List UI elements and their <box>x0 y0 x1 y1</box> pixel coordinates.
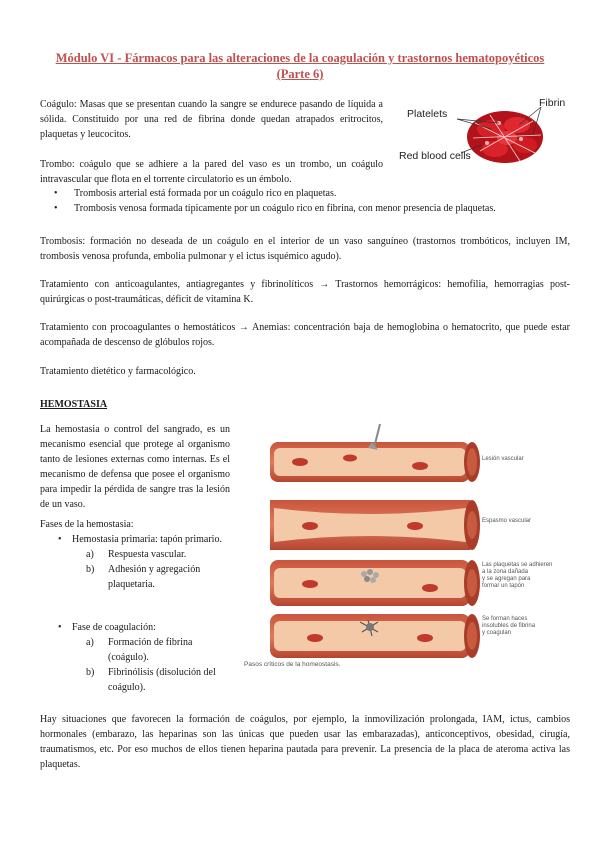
rbc-label: Red blood cells <box>399 150 471 162</box>
trombosis-paragraph: Trombosis: formación no deseada de un coágulo en el interior de un vaso sanguíneo (trastornos trombóticos, incluyen IM, trombosis venosa profunda, embolia pulmonar y el ictus isquémico agudo). <box>40 236 570 262</box>
step-label-1: Lesión vascular <box>482 456 524 462</box>
vessel-step-2 <box>270 500 531 550</box>
vessel-step-4 <box>270 614 537 658</box>
fase-primaria-list <box>72 547 230 592</box>
tratamiento-dietetico: Tratamiento dietético y farmacológico. <box>40 366 196 377</box>
bullet: • <box>54 203 58 214</box>
clot-illustration <box>395 93 575 173</box>
vessel-step-3 <box>270 560 554 606</box>
step-label-3: Las plaquetas se adhieren a la zona dañada y se agregan para formar un tapón <box>482 562 553 589</box>
hemostasis-figure <box>240 422 565 672</box>
list-item: • Trombosis venosa formada típicamente por un coágulo rico en fibrina, con menor presencia de plaquetas. <box>54 203 496 214</box>
closing-paragraph: Hay situaciones que favorecen la formación de coágulos, por ejemplo, la inmovilización prolongada, IAM, ictus, cambios hormonales (embarazo, las heparinas son las únicas que pueden usar las embarazadas), anticonceptivos, obesidad, cirugía, traumatismos, etc. Por eso muchos de ellos tienen heparina pautada para prevenir. La presencia de la placa de ateroma activa las plaquetas. <box>40 714 570 770</box>
trombo-paragraph: Trombo: coágulo que se adhiere a la pared del vaso es un trombo, un coágulo intravascular que flota en el torrente circulatorio es un émbolo. <box>40 159 383 185</box>
trombo-list <box>54 186 564 216</box>
list-item: • Trombosis arterial está formada por un coágulo rico en plaquetas. <box>54 188 337 199</box>
coagulo-paragraph: Coágulo: Masas que se presentan cuando la sangre se endurece pasando de líquida a sólida. Constituido por una red de fibrina donde quedan atrapados eritrocitos, plaquetas y leucocitos. <box>40 99 383 140</box>
fase-coagulacion-list <box>72 635 230 695</box>
step-label-4: Se forman haces insolubles de fibrina y coagulan <box>482 616 536 636</box>
bullet: • <box>58 534 62 545</box>
hemostasia-paragraph: La hemostasia o control del sangrado, es un mecanismo esencial que protege al organismo tanto de lesiones externas como internas. Es el mecanismo de defensa que posee el organismo para impedir la pérdida de sangre tras la lesión de un vaso. <box>40 424 230 510</box>
figure-caption: Pasos críticos de la homeostasis. <box>244 661 341 668</box>
bullet: • <box>58 622 62 633</box>
list-item: a) Respuesta vascular. <box>86 549 187 560</box>
tratamiento-anticoagulantes: Tratamiento con anticoagulantes, antiagregantes y fibrinolíticos → Trastornos hemorrágicos: hemofilia, hemorragias post-quirúrgicas o post-traumáticas, déficit de vitamina K. <box>40 279 570 305</box>
page-title: Módulo VI - Fármacos para las alteraciones de la coagulación y trastornos hematopoyéticos (Parte 6) <box>55 51 545 81</box>
list-item: b) Adhesión y agregación plaquetaria. <box>86 564 201 590</box>
fibrin-label: Fibrin <box>539 97 566 109</box>
list-item: a) Formación de fibrina (coágulo). <box>86 637 193 663</box>
step-label-2: Espasmo vascular <box>482 518 532 524</box>
fase-primaria: • Hemostasia primaria: tapón primario. a) Respuesta vascular. b) Adhesión y agregación plaquetaria. <box>72 532 230 592</box>
tratamiento-procoagulantes: Tratamiento con procoagulantes o hemostáticos → Anemias: concentración baja de hemoglobina o hematocrito, que puede estar acompañada de descenso de glóbulos rojos. <box>40 322 570 348</box>
platelets-label: Platelets <box>407 108 448 120</box>
fases-title: Fases de la hemostasia: <box>40 519 134 530</box>
hemostasia-heading: HEMOSTASIA <box>40 399 108 410</box>
vessel-step-1 <box>270 424 524 482</box>
fase-coagulacion: • Fase de coagulación: a) Formación de fibrina (coágulo). b) Fibrinólisis (disolución del coágulo). <box>72 620 230 695</box>
clot-cluster <box>467 111 543 163</box>
bullet: • <box>54 188 58 199</box>
list-item: b) Fibrinólisis (disolución del coágulo). <box>86 667 216 693</box>
